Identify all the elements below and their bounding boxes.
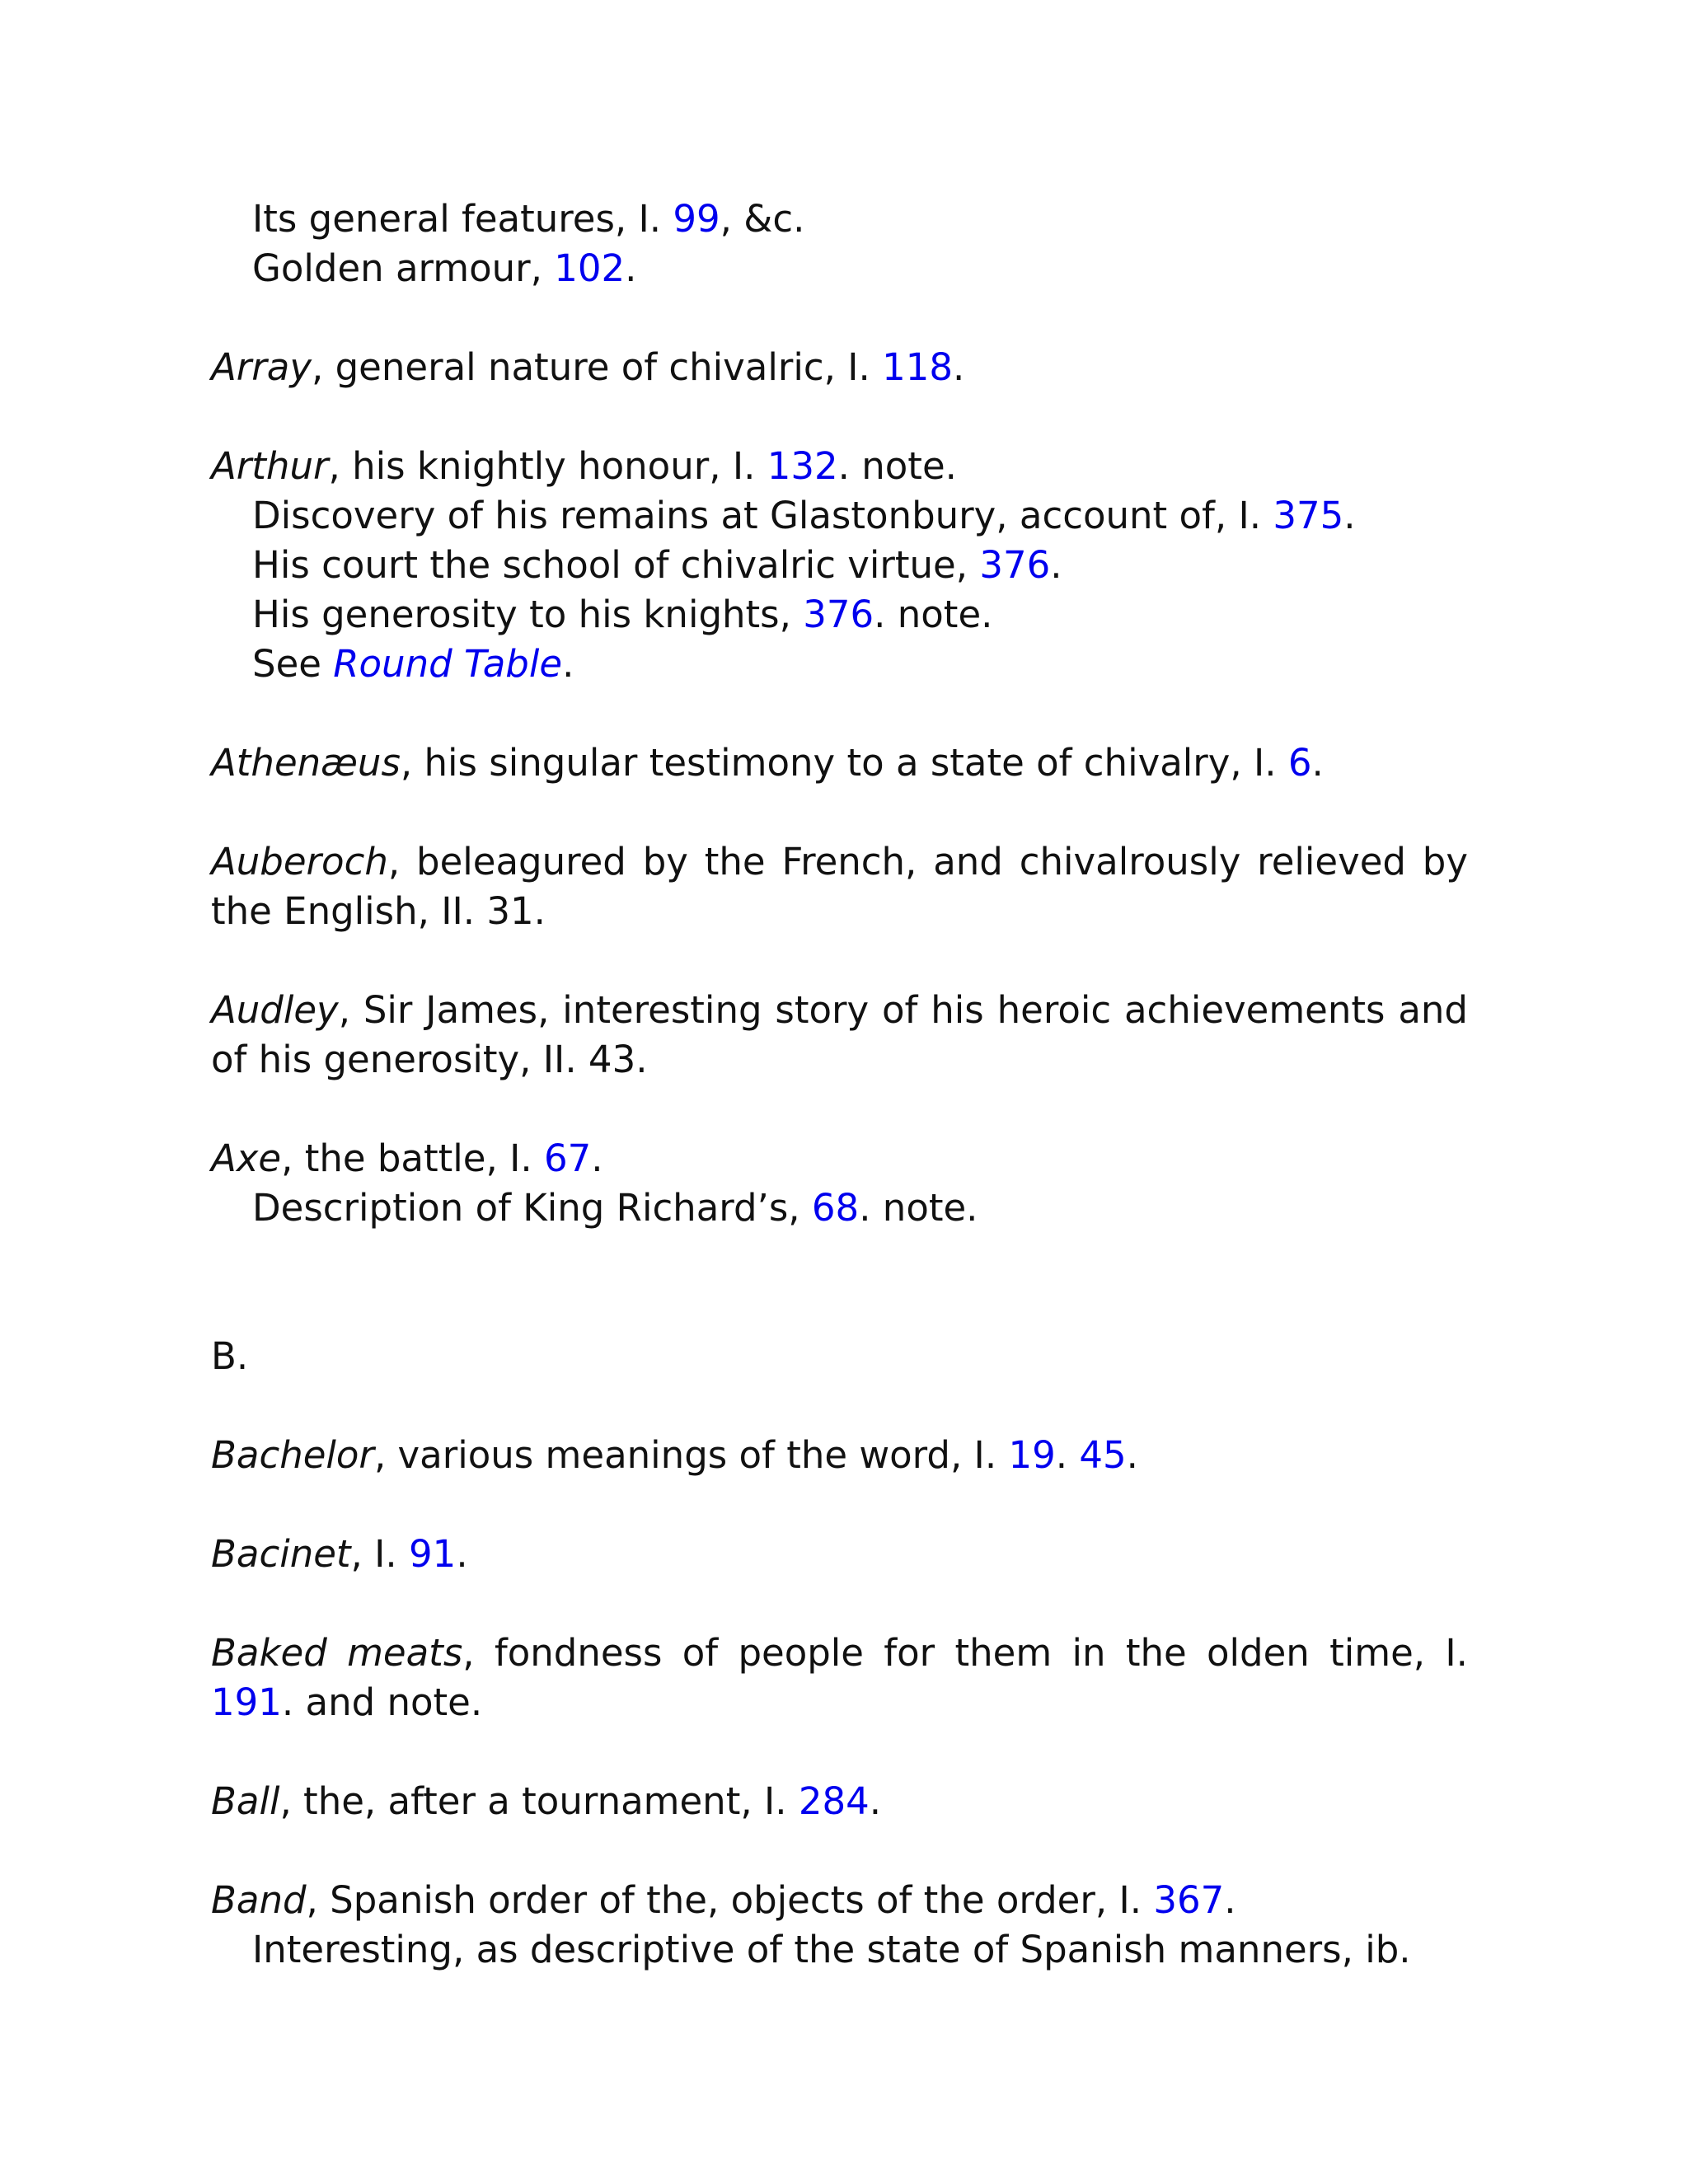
page-link[interactable]: 19 [1008, 1433, 1056, 1477]
entry-text: . [1311, 741, 1324, 785]
subentry-text: . note. [874, 593, 993, 636]
index-entry-axe [211, 1134, 1468, 1233]
entry-text: . and note. [281, 1680, 483, 1724]
index-entry-bacinet [211, 1530, 1468, 1579]
section-letter: B. [211, 1334, 249, 1378]
subentry [211, 194, 1468, 244]
entry-term: Ball [211, 1779, 280, 1823]
subentry [211, 640, 1468, 689]
page-link[interactable]: 68 [811, 1186, 860, 1230]
cross-reference-term: Round Table [333, 642, 563, 686]
entry-text: . [1224, 1878, 1236, 1922]
entry-line [211, 1134, 1468, 1183]
page-link[interactable]: 102 [554, 246, 626, 290]
index-entry-band [211, 1876, 1468, 1975]
entry-text: , various meanings of the word, I. [373, 1433, 1009, 1477]
entry-text: . [456, 1532, 468, 1576]
subentry [211, 244, 1468, 293]
entry-term: Bacinet [211, 1532, 351, 1576]
index-page [211, 194, 1468, 2024]
page-link[interactable]: 6 [1287, 741, 1312, 785]
entry-text: , fondness of people for them in the olden time, I. [462, 1631, 1468, 1675]
page-link[interactable]: 376 [979, 543, 1051, 587]
entry-text: , general nature of chivalric, I. [312, 345, 883, 389]
entry-term: Arthur [211, 444, 329, 488]
index-entry-bachelor [211, 1431, 1468, 1480]
entry-term: Array [211, 345, 312, 389]
page-link[interactable]: 284 [798, 1779, 870, 1823]
page-link[interactable]: 376 [803, 593, 874, 636]
subentry-text: . note. [859, 1186, 978, 1230]
subentry-text: His court the school of chivalric virtue, [252, 543, 980, 587]
index-entry-baked-meats [211, 1629, 1468, 1727]
page-link[interactable]: 118 [882, 345, 954, 389]
subentry-text: . [562, 642, 574, 686]
entry-text: , his knightly honour, I. [328, 444, 767, 488]
entry-term: Bachelor [211, 1433, 374, 1477]
index-entry-auberoch [211, 837, 1468, 936]
page-link[interactable]: 132 [767, 444, 838, 488]
entry-text: , the battle, I. [281, 1137, 544, 1180]
entry-term: Band [211, 1878, 307, 1922]
subentry [211, 541, 1468, 590]
page-link[interactable]: 191 [211, 1680, 282, 1724]
entry-text: . [953, 345, 965, 389]
page-link[interactable]: 45 [1079, 1433, 1127, 1477]
subentry-text: His generosity to his knights, [252, 593, 804, 636]
entry-line [211, 442, 1468, 491]
entry-text: . [869, 1779, 882, 1823]
page-link[interactable]: 99 [673, 197, 720, 241]
subentry-text: Golden armour, [252, 246, 555, 290]
subentry [211, 491, 1468, 541]
entry-text: . [591, 1137, 603, 1180]
subentry-text: , &c. [720, 197, 805, 241]
page-link[interactable]: 375 [1273, 494, 1344, 537]
index-entry-ball [211, 1777, 1468, 1826]
entry-term: Axe [211, 1137, 282, 1180]
cross-reference-link[interactable] [333, 642, 562, 686]
subentry-text: Description of King Richard’s, [252, 1186, 812, 1230]
subentry [211, 1925, 1468, 1975]
index-entry-arthur [211, 442, 1468, 689]
entry-line [211, 1876, 1468, 1925]
subentry-text: Interesting, as descriptive of the state of Spanish manners, ib. [252, 1928, 1411, 1971]
index-entry-audley [211, 986, 1468, 1085]
entry-text: , his singular testimony to a state of chivalry, I. [400, 741, 1288, 785]
page-link[interactable]: 367 [1153, 1878, 1225, 1922]
entry-text: , beleagured by the French, and chivalrously relieved by the English, II. 31. [211, 840, 1468, 933]
subentry [211, 1183, 1468, 1233]
subentry-text: Its general features, I. [252, 197, 673, 241]
index-entry-armour-continued [211, 194, 1468, 293]
entry-text: , Spanish order of the, objects of the order, I. [306, 1878, 1154, 1922]
entry-term: Athenæus [211, 741, 401, 785]
index-entry-array [211, 343, 1468, 392]
entry-text: , Sir James, interesting story of his heroic achievements and of his generosity, II. 43. [211, 988, 1468, 1081]
subentry-text: . [1343, 494, 1356, 537]
index-entry-athenaeus [211, 738, 1468, 788]
subentry-text: . [625, 246, 637, 290]
entry-text: , the, after a tournament, I. [279, 1779, 799, 1823]
subentry [211, 590, 1468, 640]
entry-text: , I. [350, 1532, 410, 1576]
subentry-text: Discovery of his remains at Glastonbury, account of, I. [252, 494, 1273, 537]
entry-term: Auberoch [211, 840, 388, 883]
entry-text: . note. [837, 444, 957, 488]
subentry-text: See [252, 642, 334, 686]
subentry-text: . [1050, 543, 1062, 587]
entry-term: Audley [211, 988, 339, 1032]
page-link[interactable]: 67 [543, 1137, 592, 1180]
entry-text: . [1055, 1433, 1080, 1477]
page-link[interactable]: 91 [409, 1532, 457, 1576]
entry-term: Baked meats [211, 1631, 463, 1675]
entry-text: . [1126, 1433, 1138, 1477]
